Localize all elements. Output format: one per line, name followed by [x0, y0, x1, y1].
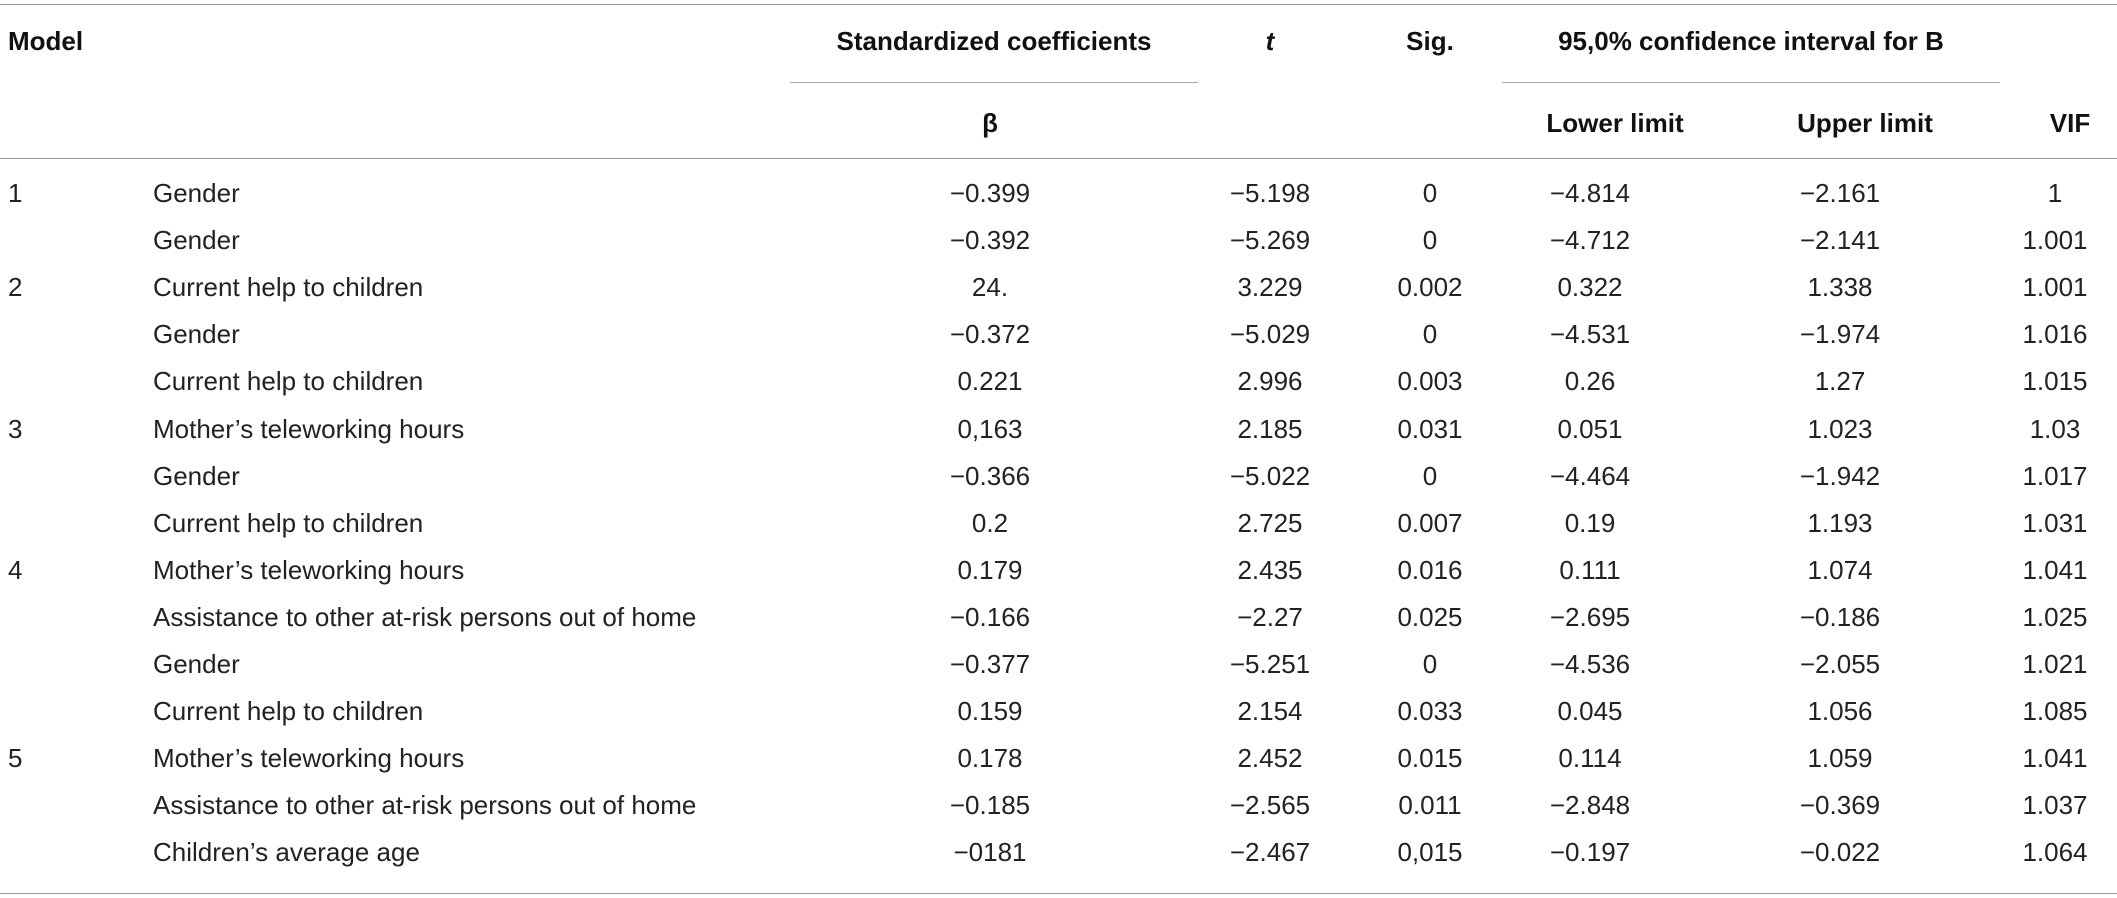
- cell-t: 2.996: [1237, 366, 1303, 396]
- cell-var: Mother’s teleworking hours: [153, 555, 465, 585]
- cell-model: 4: [8, 555, 23, 585]
- cell-vif: 1.021: [2022, 649, 2088, 679]
- header-t: t: [1265, 26, 1275, 56]
- cell-t: −5.022: [1229, 461, 1311, 491]
- cell-sig: 0.025: [1397, 602, 1463, 632]
- cell-sig: 0: [1422, 461, 1438, 491]
- cell-vif: 1.03: [2029, 414, 2081, 444]
- cell-lower: 0.114: [1558, 743, 1622, 773]
- cell-t: 2.452: [1237, 743, 1303, 773]
- header-vif: VIF: [2049, 108, 2091, 138]
- cell-beta: 0.221: [957, 366, 1023, 396]
- cell-beta: −0.399: [949, 178, 1031, 208]
- cell-model: 1: [8, 178, 23, 208]
- cell-upper: 1.27: [1814, 366, 1866, 396]
- cell-beta: 0.159: [957, 696, 1023, 726]
- cell-beta: 0.179: [957, 555, 1023, 585]
- cell-sig: 0: [1422, 649, 1438, 679]
- cell-vif: 1.015: [2022, 366, 2088, 396]
- cell-var: Gender: [153, 649, 240, 679]
- cell-sig: 0: [1422, 319, 1438, 349]
- cell-sig: 0.002: [1397, 272, 1463, 302]
- cell-lower: −4.712: [1549, 225, 1631, 255]
- cell-lower: 0.19: [1564, 508, 1616, 538]
- header-sig: Sig.: [1406, 26, 1454, 56]
- cell-lower: 0.045: [1557, 696, 1623, 726]
- cell-t: 2.185: [1237, 414, 1303, 444]
- cell-upper: −2.161: [1799, 178, 1881, 208]
- cell-t: 2.725: [1237, 508, 1303, 538]
- cell-vif: 1.037: [2022, 790, 2088, 820]
- cell-upper: 1.193: [1807, 508, 1873, 538]
- std-coef-underline: [790, 82, 1198, 83]
- cell-t: −5.251: [1229, 649, 1311, 679]
- cell-beta: −0181: [953, 837, 1027, 867]
- cell-beta: −0.185: [949, 790, 1031, 820]
- cell-var: Assistance to other at-risk persons out of home: [153, 790, 697, 820]
- cell-lower: −2.695: [1549, 602, 1631, 632]
- header-model: Model: [8, 26, 84, 56]
- cell-upper: 1.023: [1807, 414, 1873, 444]
- header-bottom-rule: [0, 158, 2117, 159]
- cell-upper: −1.974: [1799, 319, 1881, 349]
- cell-var: Gender: [153, 178, 240, 208]
- cell-sig: 0.007: [1397, 508, 1463, 538]
- cell-vif: 1.031: [2022, 508, 2088, 538]
- cell-upper: −2.055: [1799, 649, 1881, 679]
- cell-model: 3: [8, 414, 23, 444]
- cell-t: −2.565: [1229, 790, 1311, 820]
- cell-upper: 1.074: [1807, 555, 1873, 585]
- cell-model: 2: [8, 272, 23, 302]
- cell-lower: 0.051: [1557, 414, 1623, 444]
- cell-lower: 0.26: [1564, 366, 1616, 396]
- cell-upper: −2.141: [1799, 225, 1881, 255]
- cell-upper: −0.022: [1799, 837, 1881, 867]
- header-upper-limit: Upper limit: [1797, 108, 1933, 138]
- cell-sig: 0: [1422, 225, 1438, 255]
- cell-t: 2.154: [1237, 696, 1303, 726]
- cell-sig: 0.011: [1398, 790, 1462, 820]
- cell-t: −5.269: [1229, 225, 1311, 255]
- header-confidence-interval: 95,0% confidence interval for B: [1558, 26, 1944, 56]
- cell-upper: −0.186: [1799, 602, 1881, 632]
- header-beta: β: [982, 108, 998, 138]
- cell-vif: 1.025: [2022, 602, 2088, 632]
- cell-beta: −0.366: [949, 461, 1031, 491]
- cell-sig: 0.003: [1397, 366, 1463, 396]
- cell-upper: 1.338: [1807, 272, 1873, 302]
- cell-beta: 24.: [971, 272, 1009, 302]
- cell-vif: 1.085: [2022, 696, 2088, 726]
- cell-sig: 0.033: [1397, 696, 1463, 726]
- cell-vif: 1: [2047, 178, 2063, 208]
- cell-upper: 1.056: [1807, 696, 1873, 726]
- cell-var: Mother’s teleworking hours: [153, 414, 465, 444]
- cell-sig: 0.016: [1397, 555, 1463, 585]
- header-lower-limit: Lower limit: [1546, 108, 1684, 138]
- cell-lower: −4.531: [1549, 319, 1631, 349]
- cell-var: Current help to children: [153, 696, 424, 726]
- cell-var: Gender: [153, 225, 240, 255]
- cell-vif: 1.064: [2022, 837, 2088, 867]
- cell-t: −2.467: [1229, 837, 1311, 867]
- cell-lower: −2.848: [1549, 790, 1631, 820]
- cell-upper: 1.059: [1807, 743, 1873, 773]
- cell-vif: 1.016: [2022, 319, 2088, 349]
- cell-t: −5.198: [1229, 178, 1311, 208]
- header-standardized-coefficients: Standardized coefficients: [836, 26, 1152, 56]
- cell-beta: −0.392: [949, 225, 1031, 255]
- cell-sig: 0: [1422, 178, 1438, 208]
- cell-var: Assistance to other at-risk persons out of home: [153, 602, 697, 632]
- cell-var: Children’s average age: [153, 837, 420, 867]
- cell-beta: −0.372: [949, 319, 1031, 349]
- cell-var: Current help to children: [153, 272, 424, 302]
- cell-lower: −4.814: [1549, 178, 1631, 208]
- ci-underline: [1502, 82, 2000, 83]
- cell-sig: 0.031: [1397, 414, 1463, 444]
- cell-var: Gender: [153, 319, 240, 349]
- cell-t: 3.229: [1237, 272, 1303, 302]
- cell-sig: 0,015: [1397, 837, 1463, 867]
- cell-vif: 1.001: [2022, 272, 2088, 302]
- cell-t: −2.27: [1237, 602, 1303, 632]
- cell-t: −5.029: [1229, 319, 1311, 349]
- cell-beta: −0.377: [949, 649, 1031, 679]
- cell-sig: 0.015: [1397, 743, 1463, 773]
- cell-beta: −0.166: [949, 602, 1031, 632]
- cell-beta: 0.178: [957, 743, 1023, 773]
- cell-beta: 0,163: [957, 414, 1023, 444]
- top-rule: [0, 4, 2117, 5]
- cell-upper: −1.942: [1799, 461, 1881, 491]
- cell-lower: 0.322: [1557, 272, 1623, 302]
- cell-upper: −0.369: [1799, 790, 1881, 820]
- cell-vif: 1.041: [2022, 743, 2088, 773]
- cell-var: Mother’s teleworking hours: [153, 743, 465, 773]
- cell-vif: 1.001: [2022, 225, 2088, 255]
- cell-var: Current help to children: [153, 366, 424, 396]
- cell-var: Gender: [153, 461, 240, 491]
- cell-model: 5: [8, 743, 23, 773]
- cell-lower: −4.536: [1549, 649, 1631, 679]
- cell-lower: 0.111: [1559, 555, 1621, 585]
- bottom-rule: [0, 893, 2117, 894]
- cell-vif: 1.017: [2022, 461, 2088, 491]
- cell-beta: 0.2: [971, 508, 1009, 538]
- cell-lower: −4.464: [1549, 461, 1631, 491]
- cell-t: 2.435: [1237, 555, 1303, 585]
- cell-vif: 1.041: [2022, 555, 2088, 585]
- cell-lower: −0.197: [1549, 837, 1631, 867]
- cell-var: Current help to children: [153, 508, 424, 538]
